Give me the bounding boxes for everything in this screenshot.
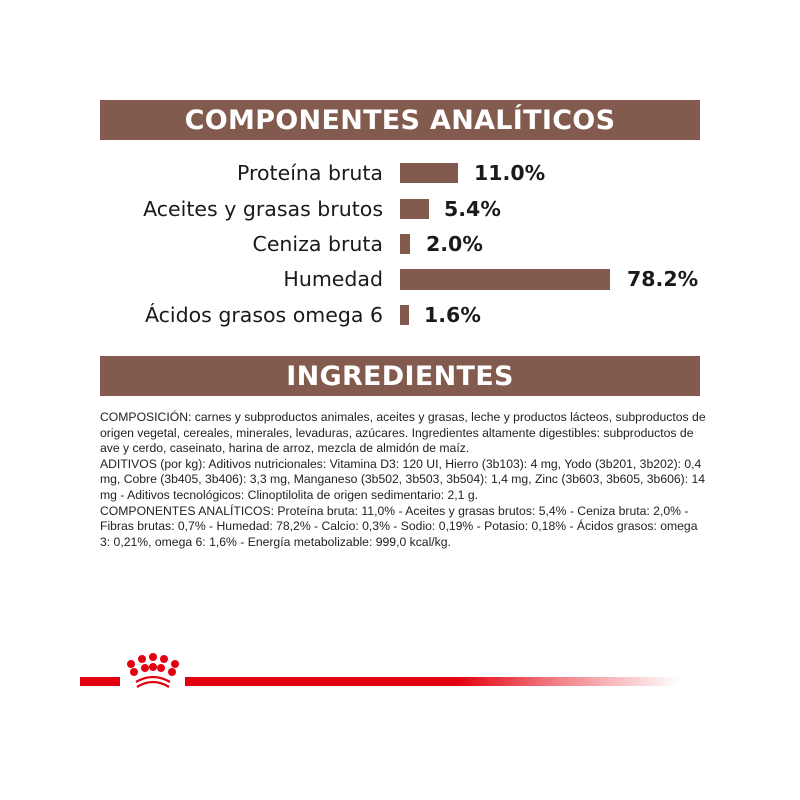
chart-bar: [400, 199, 429, 219]
red-line-left: [80, 677, 120, 686]
chart-value: 2.0%: [426, 232, 483, 256]
chart-bar: [400, 305, 409, 325]
chart-value: 11.0%: [474, 161, 546, 185]
analytic-components-paragraph: COMPONENTES ANALÍTICOS: Proteína bruta: 11,0% - Aceites y grasas brutos: 5,4% - Ceniza bruta: 2,0% - Fibras brutas: 0,7% - Humedad: 78,2% - Calcio: 0,3% - Sodio: 0,19% - Potasio: 0,18% - Ácidos grasos: omega 3: 0,21%, omega 6: 1,6% - Energía metabolizable: 999,0 kcal/kg.: [100, 503, 698, 549]
chart-label: Proteína bruta: [237, 161, 383, 185]
chart-label: Aceites y grasas brutos: [143, 197, 383, 221]
analytic-components-header: COMPONENTES ANALÍTICOS: [100, 100, 700, 140]
brand-footer: [80, 672, 680, 690]
chart-label: Ácidos grasos omega 6: [144, 303, 383, 327]
additives-paragraph: ADITIVOS (por kg): Aditivos nutricionales: Vitamina D3: 120 UI, Hierro (3b103): 4 mg, Yodo (3b201, 3b202): 0,4 mg, Cobre (3b405, 3b406): 3,3 mg, Manganeso (3b502, 3b503, 3b504): 1,4 mg, Zinc (3b603, 3b605, 3b606): 14 mg - Aditivos tecnológicos: Clinoptilolita de origen sedimentario: 2,1 g.: [100, 456, 706, 502]
chart-row-ceniza: [0, 232, 800, 256]
chart-value: 78.2%: [627, 267, 699, 291]
red-line-right: [185, 677, 680, 686]
chart-row-humedad: [0, 267, 800, 291]
chart-label: Humedad: [283, 267, 383, 291]
chart-row-proteina: [0, 161, 800, 185]
composition-paragraph: COMPOSICIÓN: carnes y subproductos animales, aceites y grasas, leche y productos lácteos, subproductos de origen vegetal, cereales, minerales, levaduras, azúcares. Ingredientes altamente digestibles: subproductos de ave y cerdo, caseinato, harina de arroz, mezcla de almidón de maíz.: [100, 410, 706, 456]
chart-row-omega6: [0, 303, 800, 327]
ingredients-text: [100, 410, 710, 550]
crown-icon: [122, 652, 184, 692]
chart-label: Ceniza bruta: [252, 232, 383, 256]
chart-value: 5.4%: [444, 197, 501, 221]
chart-value: 1.6%: [424, 303, 481, 327]
chart-bar: [400, 163, 458, 183]
chart-bar: [400, 269, 610, 290]
chart-bar: [400, 234, 410, 254]
chart-row-aceites: [0, 197, 800, 221]
ingredients-header: INGREDIENTES: [100, 356, 700, 396]
